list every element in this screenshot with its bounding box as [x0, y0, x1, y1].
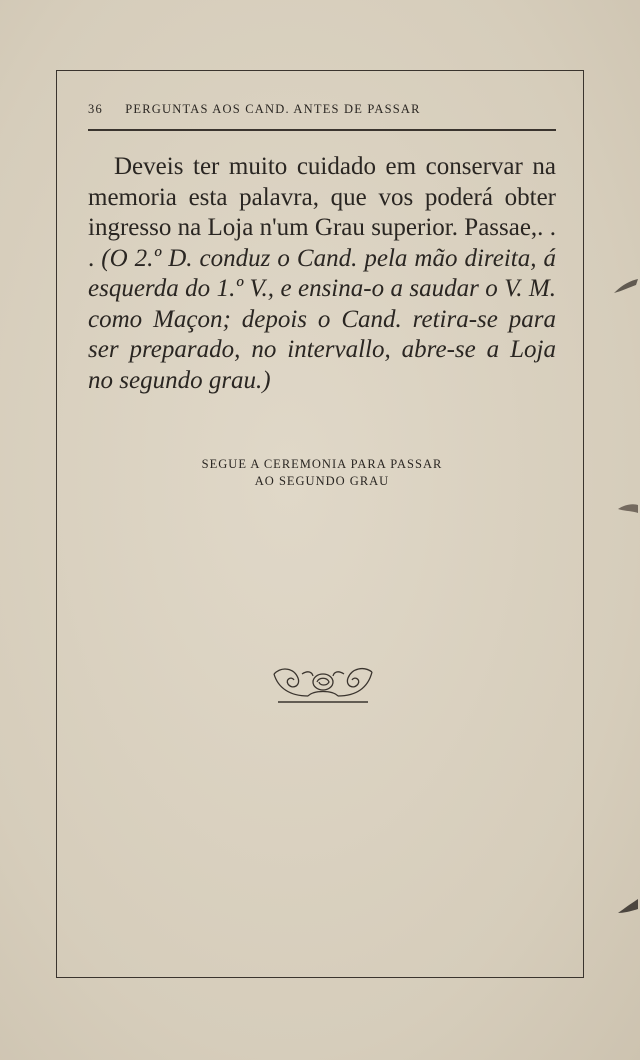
body-italic-text: (O 2.º D. conduz o Cand. pela mão direita, á esquerda do 1.º V., e ensina-o a saudar o V. M. como Maçon; depois o Cand. retira-se para ser preparado, no intervallo, abre-se a Loja no segundo grau.) — [88, 244, 556, 394]
scroll-ornament-icon — [268, 660, 378, 708]
body-paragraph — [88, 152, 556, 396]
section-heading — [88, 456, 556, 490]
section-heading-line-2: AO SEGUNDO GRAU — [254, 474, 390, 488]
page-number: 36 — [88, 102, 103, 116]
header-rule — [88, 129, 556, 131]
section-heading-line-1: SEGUE A CEREMONIA PARA PASSAR — [201, 457, 443, 471]
running-title: PERGUNTAS AOS CAND. ANTES DE PASSAR — [125, 102, 421, 116]
page-edge-mark — [616, 895, 640, 921]
page-stain-mark — [612, 275, 640, 297]
running-header — [88, 102, 558, 117]
page-edge-mark — [616, 495, 640, 521]
body-roman-text: Deveis ter muito cuidado em conservar na memoria esta palavra, que vos poderá obter ingresso na Loja n'um Grau superior. Passae,. . . — [88, 153, 556, 272]
